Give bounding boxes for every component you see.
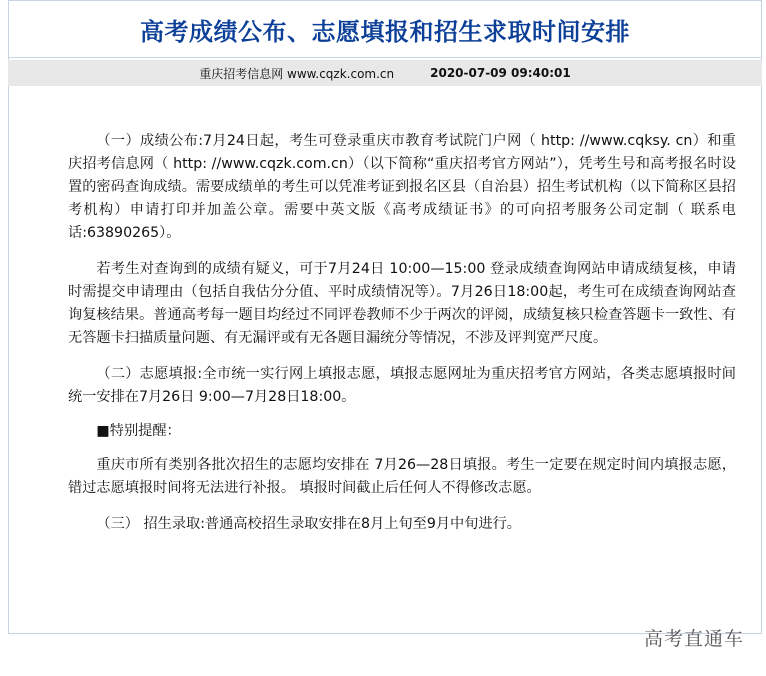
article-body	[68, 130, 736, 549]
paragraph-admission: （三） 招生录取:普通高校招生录取安排在8月上旬至9月中旬进行。	[96, 516, 521, 532]
title-bar	[8, 0, 762, 58]
meta-bar	[8, 60, 762, 86]
special-reminder-heading: ■特别提醒：	[96, 423, 181, 439]
paragraph-score-review: 若考生对查询到的成绩有疑义，可于7月24日 10:00—15:00 登录成绩查询网站申请成绩复核，申请时需提交申请理由（包括自我估分分值、平时成绩情况等）。7月26日18:00起，考生可在成绩查询网站查询复核结果。普通高考每一题目均经过不同评卷教师不少于两次的评阅，成绩复核只检查答题卡一致性、有无答题卡扫描质量问题、有无漏评或有无各题目漏统分等情况，不涉及评判宽严尺度。	[68, 261, 736, 346]
source-label: 重庆招考信息网 www.cqzk.com.cn	[199, 66, 395, 81]
paragraph-score-release: （一）成绩公布:7月24日起，考生可登录重庆市教育考试院门户网（ http: //www.cqksy. cn）和重庆招考信息网（ http: //www.cqzk.com.cn）（以下简称“重庆招考官方网站”），凭考生号和高考报名时设置的密码查询成绩。需要成绩单的考生可以凭准考证到报名区县（自治县）招生考试机构（以下简称区县招考机构）申请打印并加盖公章。需要中英文版《高考成绩证书》的可向招考服务公司定制（ 联系电话:63890265）。	[68, 133, 736, 241]
paragraph-application: （二）志愿填报:全市统一实行网上填报志愿，填报志愿网址为重庆招考官方网站，各类志愿填报时间统一安排在7月26日 9:00—7月28日18:00。	[68, 366, 736, 405]
page-title: 高考成绩公布、志愿填报和招生求取时间安排	[140, 17, 630, 46]
publish-datetime: 2020-07-09 09:40:01	[430, 66, 571, 80]
watermark-text: 高考直通车	[643, 628, 744, 650]
paragraph-reminder: 重庆市所有类别各批次招生的志愿均安排在 7月26—28日填报。考生一定要在规定时间内填报志愿，错过志愿填报时间将无法进行补报。 填报时间截止后任何人不得修改志愿。	[68, 457, 736, 496]
